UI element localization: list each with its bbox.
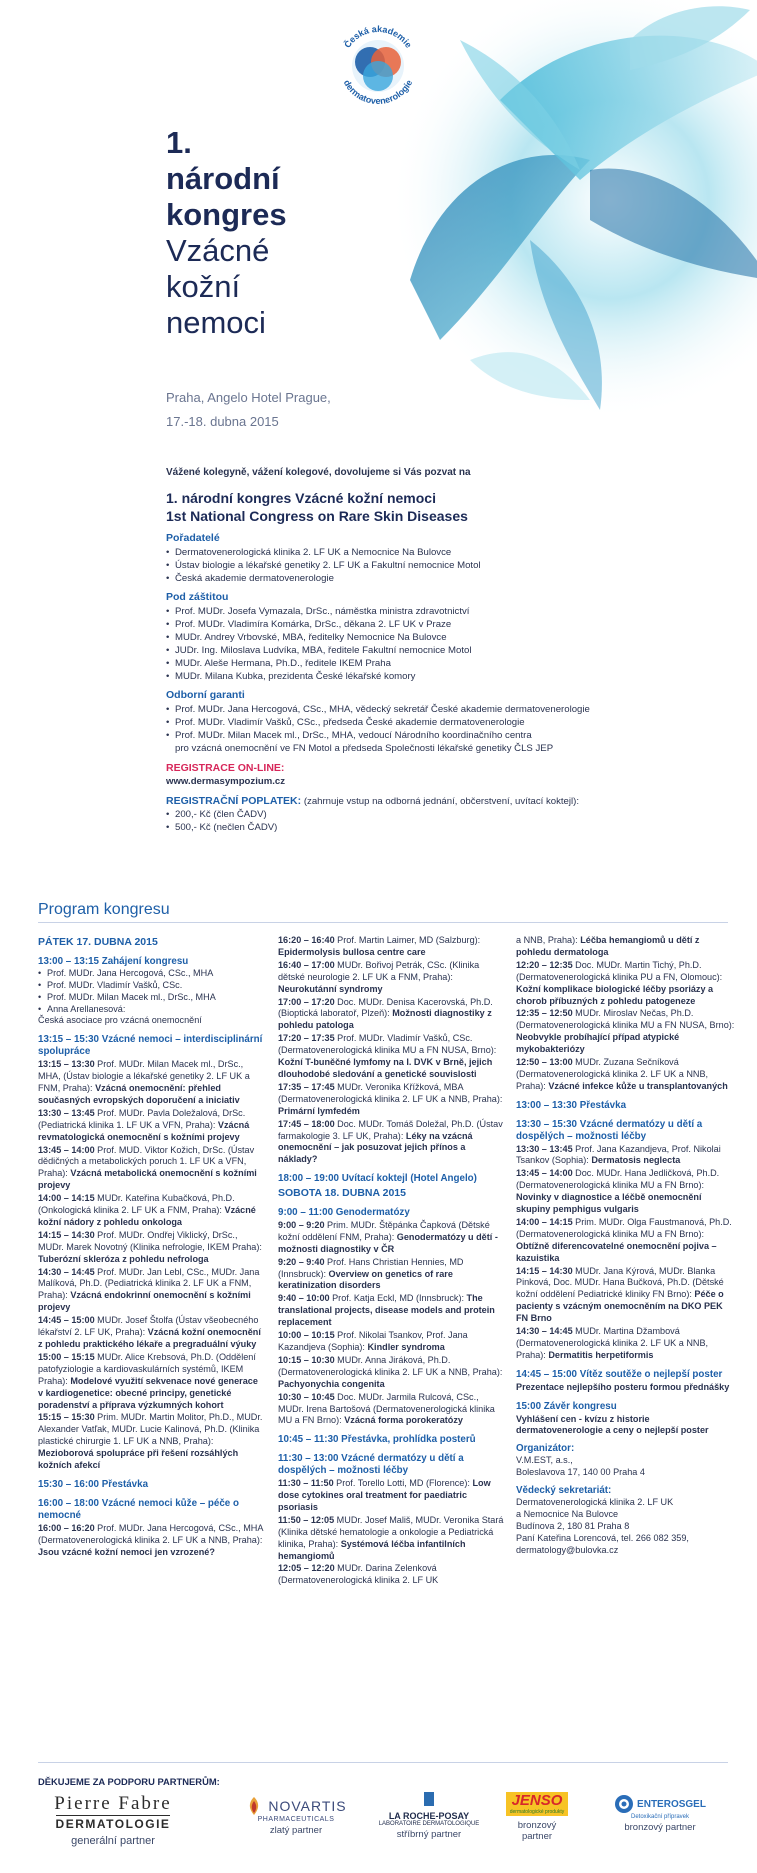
organizers-heading: Pořadatelé — [166, 532, 220, 544]
program-talk-title: Kindler syndroma — [367, 1342, 445, 1352]
program-talk-title: Neurokutánní syndromy — [278, 983, 383, 994]
program-time: 16:00 – 16:20 — [38, 1522, 95, 1533]
registration-label: REGISTRACE ON-LINE: — [166, 762, 285, 774]
program-time: 17:35 – 17:45 — [278, 1081, 335, 1092]
program-item — [278, 1355, 506, 1391]
partner-pierre-fabre — [38, 1790, 188, 1847]
program-item — [278, 1392, 506, 1428]
program-speaker: Prof. MUDr. Jana Hercogová, CSc., MHA (Dermatovenerologická klinika 2. LF UK a NNB, Praha): — [38, 1522, 263, 1545]
program-item — [278, 1033, 506, 1081]
program-time: 12:50 – 13:00 — [516, 1057, 573, 1068]
program-session-heading: 15:30 – 16:00 Přestávka — [38, 1478, 149, 1490]
list-item: • Dermatovenerologická klinika 2. LF UK a Nemocnice Na Bulovce — [166, 546, 726, 559]
program-item — [278, 1220, 506, 1256]
list-item: • Česká akademie dermatovenerologie — [166, 572, 726, 585]
program-speaker: Prim. MUDr. Olga Faustmanová, Ph.D. (Dermatovenerologická klinika MU a FN Brno): — [516, 1216, 732, 1239]
program-item — [38, 1108, 263, 1144]
program-speaker: MUDr. Darina Zelenková (Dermatovenerologická klinika 2. LF UK — [278, 1563, 439, 1586]
program-speaker: MUDr. Josef Mališ, MUDr. Veronika Stará (Klinika dětské hematologie a onkologie a Pediatrická klinika, Praha): — [278, 1514, 504, 1549]
program-column-3 — [516, 934, 736, 1557]
program-speaker: Prof. Katja Eckl, MD (Innsbruck): — [332, 1293, 465, 1304]
program-session-heading: 13:15 – 15:30 Vzácné nemoci – interdisciplinární spolupráce — [38, 1034, 263, 1058]
program-label: Organizátor: — [516, 1443, 575, 1455]
program-session-heading: 14:45 – 15:00 Vítěz soutěže o nejlepší poster — [516, 1368, 723, 1380]
program-talk-title: The translational projects, disease models and protein replacement — [278, 1293, 495, 1328]
program-day-heading: SOBOTA 18. DUBNA 2015 — [278, 1187, 406, 1200]
program-speaker: Prof. MUDr. Vladimír Vašků, CSc. (Dermatovenerologická klinika MU a FN NUSA, Brno): — [278, 1033, 497, 1056]
congress-name-en: 1st National Congress on Rare Skin Diseases — [166, 508, 468, 524]
svg-text:dermatovenerologie: dermatovenerologie — [341, 78, 415, 106]
program-talk-title: Neobvykle probíhající případ atypické mykobakteriózy — [516, 1032, 680, 1055]
program-speaker: Prim. MUDr. Štěpánka Čapková (Dětské kožní oddělení FNM, Praha): — [278, 1219, 490, 1242]
list-item: • Prof. MUDr. Milan Macek ml., DrSc., MHA, vedoucí Národního koordinačního centra — [166, 729, 726, 742]
title-number: 1. — [166, 125, 192, 160]
program-speaker: Prof. Jana Kazandjeva, Prof. Nikolai Tsankov (Sophia): — [516, 1143, 721, 1166]
program-talk-title: Kožní komplikace biologické léčby psoriázy a chorob příbuzných z pohledu patogeneze — [516, 983, 714, 1006]
program-speaker: Doc. MUDr. Jarmila Rulcová, CSc., MUDr. Irena Bartošová (Dermatovenerologická klinika MU a FN Brno): — [278, 1391, 495, 1426]
program-speaker: Prof. MUDr. Pavla Doležalová, DrSc. (Pediatrická klinika 1. LF UK a VFN, Praha): — [38, 1107, 246, 1130]
program-time: 9:40 – 10:00 — [278, 1293, 330, 1304]
program-speaker: MUDr. Bořivoj Petrák, CSc. (Klinika dětské neurologie 2. LF UK a FNM, Praha): — [278, 959, 480, 982]
program-item — [278, 935, 506, 959]
program-talk-title: Genodermatózy u dětí - možnosti diagnostiky v ČR — [278, 1231, 498, 1254]
partner-type: zlatý partner — [269, 1825, 323, 1836]
program-item — [38, 1193, 263, 1229]
program-talk-title: Pachyonychia congenita — [278, 1378, 385, 1389]
organizers-list — [166, 546, 726, 585]
program-item — [278, 1119, 506, 1167]
program-item — [38, 1267, 263, 1315]
program-time: 17:45 – 18:00 — [278, 1118, 335, 1129]
fee-note: (zahrnuje vstup na odborná jednání, občerstvení, uvítací koktejl): — [303, 796, 580, 807]
program-talk-title: Péče o pacienty s vzácným onemocněním na DKO PEK FN Brno — [516, 1289, 724, 1324]
program-speaker: Prim. MUDr. Martin Molitor, Ph.D., MUDr. Alexander Vatľak, MUDr. Lucie Kalinová, Ph.D. (Klinika plastické chirurgie 1. LF UK a NNB, Praha): — [38, 1412, 263, 1447]
program-item — [516, 1266, 736, 1326]
list-item: • JUDr. Ing. Miloslava Ludvíka, MBA, ředitele Fakultní nemocnice Motol — [166, 644, 726, 657]
hero-header — [0, 0, 757, 440]
program-text: Boleslavova 17, 140 00 Praha 4 — [516, 1467, 645, 1478]
guarantees-heading: Odborní garanti — [166, 689, 245, 701]
program-session-heading: 13:00 – 13:15 Zahájení kongresu — [38, 955, 189, 967]
program-talk-title: Vzácná kožní onemocnění z pohledu praktického lékaře a pregraduální výuky — [38, 1327, 261, 1349]
congress-title-block — [166, 125, 406, 341]
enterosgel-icon — [614, 1794, 634, 1814]
program-text: Prezentace nejlepšího posteru formou přednášky — [516, 1381, 730, 1392]
program-talk-title: Vzácná revmatologická onemocnění s kožními projevy — [38, 1119, 250, 1142]
list-item: • Prof. MUDr. Vladimír Vašků, CSc., předseda České akademie dermatovenerologie — [166, 716, 726, 729]
fee-line — [166, 795, 726, 808]
list-item: • Prof. MUDr. Vladimír Vašků, CSc. — [38, 980, 263, 992]
program-time: 12:20 – 12:35 — [516, 959, 573, 970]
program-speaker: Prof. Nikolai Tsankov, Prof. Jana Kazandjeva (Sophia): — [278, 1330, 468, 1352]
novartis-icon — [245, 1796, 263, 1816]
program-time: 16:20 – 16:40 — [278, 935, 335, 945]
program-time: 14:15 – 14:30 — [38, 1229, 95, 1240]
venue-location: Praha, Angelo Hotel Prague, — [166, 390, 331, 405]
program-talk-title: Low dose cytokines oral treatment for paediatric psoriasis — [278, 1478, 491, 1512]
program-text: dermatology@bulovka.cz — [516, 1544, 619, 1555]
partner-novartis — [236, 1790, 356, 1836]
guarantees-list — [166, 703, 726, 742]
program-session-heading: 10:45 – 11:30 Přestávka, prohlídka posterů — [278, 1434, 476, 1446]
program-talk-title: Novinky v diagnostice a léčbě onemocnění skupiny pemphigus vulgaris — [516, 1192, 702, 1215]
congress-name — [166, 489, 726, 525]
program-speaker: MUDr. Anna Jiráková, Ph.D. (Dermatovenerologická klinika 2. LF UK a NNB, Praha): — [278, 1354, 503, 1377]
invitation-text: Vážené kolegyně, vážení kolegové, dovolujeme si Vás pozvat na — [166, 467, 471, 478]
program-session-heading: 9:00 – 11:00 Genodermatózy — [278, 1207, 410, 1219]
partner-enterosgel — [604, 1790, 716, 1833]
program-time: 14:45 – 15:00 — [38, 1315, 95, 1326]
program-item — [38, 1523, 263, 1559]
program-time: 17:20 – 17:35 — [278, 1033, 335, 1044]
program-time: 13:45 – 14:00 — [516, 1168, 573, 1179]
program-text: V.M.EST, a.s., — [516, 1455, 573, 1466]
program-speaker: Prof. MUD. Viktor Kožich, DrSc. (Ústav dědičných a metabolických poruch 1. LF UK a VFN, Praha): — [38, 1144, 255, 1179]
partner-logo-text: LA ROCHE-POSAY — [388, 1811, 470, 1821]
program-item — [516, 1008, 736, 1056]
program-time: 13:30 – 13:45 — [516, 1143, 573, 1154]
program-talk-title: Systémová léčba infantilních hemangiomů — [278, 1538, 466, 1561]
program-speaker: Prof. Hans Christian Hennies, MD (Innsbruck): — [278, 1256, 464, 1279]
program-item — [278, 1330, 506, 1354]
program-time: 14:00 – 14:15 — [516, 1216, 573, 1227]
program-speaker: MUDr. Miroslav Nečas, Ph.D. (Dermatovenerologická klinika MU a FN NUSA, Brno): — [516, 1008, 735, 1031]
partner-logo-subtext: PHARMACEUTICALS — [257, 1816, 335, 1823]
program-item — [38, 1412, 263, 1472]
partner-la-roche-posay — [374, 1790, 484, 1840]
list-item: • Ústav biologie a lékařské genetiky 2. LF UK a Fakultní nemocnice Motol — [166, 559, 726, 572]
partner-type: bronzový partner — [624, 1822, 696, 1833]
program-item — [516, 1168, 736, 1216]
registration-link[interactable]: www.dermasympozium.cz — [166, 776, 286, 787]
list-item: • 500,- Kč (nečlen ČADV) — [166, 821, 726, 834]
program-speaker: MUDr. Alice Krebsová, Ph.D. (Oddělení patofyziologie a kardiovaskulárních systémů, IKEM Praha): — [38, 1351, 256, 1386]
program-speaker: Doc. MUDr. Tomáš Doležal, Ph.D. (Ústav farmakologie 3. LF UK, Praha): — [278, 1118, 503, 1141]
program-talk-title: Kožní T-buněčné lymfomy na I. DVK v Brně, jejich dlouhodobé sledování a genetické souvislosti — [278, 1057, 493, 1079]
list-item: • Prof. MUDr. Jana Hercogová, CSc., MHA, vědecký sekretář České akademie dermatovenerologie — [166, 703, 726, 716]
fee-list — [166, 808, 726, 834]
program-talk-title: Tuberózní skleróza z pohledu nefrologa — [38, 1253, 209, 1264]
list-item: • Anna Arellanesová: — [38, 1004, 263, 1016]
list-item: • Prof. MUDr. Vladimíra Komárka, DrSc., děkana 2. LF UK v Praze — [166, 618, 726, 631]
program-talk-title: Vzácné kožní nádory z pohledu onkologa — [38, 1205, 256, 1227]
program-item — [278, 1257, 506, 1293]
partner-jenso — [502, 1790, 572, 1842]
partner-type: bronzový partner — [517, 1820, 557, 1842]
program-talk-title: Možnosti diagnostiky z pohledu patologa — [278, 1008, 492, 1031]
program-label: Vědecký sekretariát: — [516, 1485, 612, 1497]
program-speaker: Doc. MUDr. Martin Tichý, Ph.D. (Dermatovenerologická klinika PU a FN, Olomouc): — [516, 959, 723, 982]
partner-logo-subtext: Detoxikační přípravek — [630, 1814, 690, 1820]
program-speaker: Prof. MUDr. Ondřej Viklický, DrSc., MUDr. Marek Novotný (Klinika nefrologie, IKEM Praha): — [38, 1229, 262, 1252]
program-time: 13:15 – 13:30 — [38, 1059, 95, 1070]
program-day-heading: PÁTEK 17. DUBNA 2015 — [38, 936, 158, 948]
partner-logo-text: NOVARTIS — [268, 1798, 347, 1814]
program-talk-title: Modelové využití sekvenace nové generace v kardiogenetice: obecné principy, genetické poradenství a příprava výzkumných kohort — [38, 1375, 258, 1410]
program-text: a Nemocnice Na Bulovce — [516, 1508, 619, 1519]
program-item — [516, 1057, 736, 1093]
partner-type: stříbrný partner — [396, 1829, 462, 1840]
program-time: 9:20 – 9:40 — [278, 1256, 325, 1267]
program-speaker: Prof. Martin Laimer, MD (Salzburg): — [337, 935, 481, 945]
program-time: 13:45 – 14:00 — [38, 1144, 95, 1155]
program-time: 11:30 – 11:50 — [278, 1478, 334, 1489]
fee-label: REGISTRAČNÍ POPLATEK: — [166, 795, 302, 807]
program-time: 12:05 – 12:20 — [278, 1563, 335, 1574]
program-item — [38, 1352, 263, 1412]
program-time: 9:00 – 9:20 — [278, 1219, 325, 1230]
program-time: 14:15 – 14:30 — [516, 1265, 573, 1276]
partner-logo-text: ENTEROSGEL — [637, 1798, 706, 1810]
title-kongres: kongres — [166, 197, 287, 232]
program-time: 12:35 – 12:50 — [516, 1008, 573, 1019]
program-time: 10:30 – 10:45 — [278, 1391, 335, 1402]
program-item — [38, 1059, 263, 1107]
congress-name-cz: 1. národní kongres Vzácné kožní nemoci — [166, 490, 436, 506]
program-item — [278, 1293, 506, 1329]
program-speaker: MUDr. Martina Džambová (Dermatovenerologická klinika 2. LF UK a NNB, Praha): — [516, 1326, 709, 1360]
program-talk-title: Mezioborová spolupráce při řešení rozsáhlých kožních afekcí — [38, 1448, 239, 1471]
program-item — [278, 960, 506, 996]
program-item — [516, 1326, 736, 1362]
list-item: • MUDr. Andrey Vrbovské, MBA, ředitelky Nemocnice Na Bulovce — [166, 631, 726, 644]
program-talk-title: Dermatosis neglecta — [591, 1155, 681, 1166]
program-speaker: Doc. MUDr. Denisa Kacerovská, Ph.D. (Bioptická laboratoř, Plzeň): — [278, 996, 493, 1019]
partner-logo-subtext: dermatologické produkty — [509, 1809, 565, 1815]
program-speaker: Prof. MUDr. Milan Macek ml., DrSc., MHA, (Ústav biologie a lékařské genetiky 2. LF UK a FNM, Praha): — [38, 1059, 250, 1093]
intro-section — [166, 466, 726, 834]
title-vzacne: Vzácné — [166, 233, 270, 268]
program-heading: Program kongresu — [38, 901, 170, 918]
title-kozni: kožní — [166, 269, 241, 304]
program-item — [516, 1144, 736, 1168]
divider — [38, 1762, 728, 1763]
partner-logo-subtext: LABORATOIRE DERMATOLOGIQUE — [378, 1821, 480, 1827]
program-time: 13:30 – 13:45 — [38, 1107, 95, 1118]
program-item — [278, 1082, 506, 1118]
program-text: Paní Kateřina Lorencová, tel. 266 082 359, — [516, 1532, 689, 1543]
patronage-heading: Pod záštitou — [166, 591, 229, 603]
program-time: 11:50 – 12:05 — [278, 1514, 335, 1525]
program-item — [278, 1563, 506, 1587]
program-talk-title: Dermatitis herpetiformis — [548, 1349, 654, 1360]
program-speaker: MUDr. Kateřina Kubačková, Ph.D. (Onkologická klinika 2. LF UK a FNM, Praha): — [38, 1193, 235, 1216]
program-speaker: a NNB, Praha): — [516, 935, 578, 945]
list-item: • Prof. MUDr. Jana Hercogová, CSc., MHA — [38, 968, 263, 980]
program-talk-title: Léčba hemangiomů u dětí z pohledu dermatologa — [516, 935, 700, 957]
program-speaker: Prof. MUDr. Jan Lebl, CSc., MUDr. Jana Malíková, Ph.D. (Pediatrická klinika 2. LF UK a FNM, Praha): — [38, 1266, 260, 1301]
program-item — [278, 997, 506, 1033]
venue-dates: 17.-18. dubna 2015 — [166, 414, 279, 429]
title-nemoci: nemoci — [166, 305, 266, 340]
partners-heading: DĚKUJEME ZA PODPORU PARTNERŮM: — [38, 1776, 220, 1787]
list-item: • MUDr. Aleše Hermana, Ph.D., ředitele IKEM Praha — [166, 657, 726, 670]
program-speaker: MUDr. Zuzana Sečníková (Dermatovenerologická klinika 2. LF UK a NNB, Praha): — [516, 1057, 709, 1091]
program-column-1 — [38, 934, 263, 1558]
title-narodni: národní — [166, 161, 280, 196]
list-item: • 200,- Kč (člen ČADV) — [166, 808, 726, 821]
program-talk-title: Vzácná endokrinní onemocnění s kožními projevy — [38, 1290, 251, 1313]
partner-logo-subtext: DERMATOLOGIE — [55, 1817, 171, 1831]
la-roche-posay-icon — [420, 1792, 438, 1806]
program-item — [278, 1515, 506, 1563]
decorative-butterfly-art — [380, 0, 757, 440]
program-talk-title: Léky na vzácná onemocnění – jak posuzovat jejich přínos a náklady? — [278, 1130, 473, 1165]
program-talk-title: Vzácné infekce kůže u transplantovaných — [548, 1080, 728, 1091]
program-item — [38, 1230, 263, 1266]
program-session-heading: 13:00 – 13:30 Přestávka — [516, 1099, 627, 1111]
program-time: 14:30 – 14:45 — [38, 1266, 95, 1277]
program-item — [38, 1145, 263, 1193]
program-talk-title: Jsou vzácné kožní nemoci jen vzrozené? — [38, 1546, 215, 1557]
program-text: Dermatovenerologická klinika 2. LF UK — [516, 1496, 674, 1507]
program-time: 10:00 – 10:15 — [278, 1330, 335, 1341]
program-session-heading: 16:00 – 18:00 Vzácné nemoci kůže – péče o nemocné — [38, 1497, 239, 1521]
program-talk-title: Overview on genetics of rare keratinization disorders — [278, 1268, 453, 1291]
program-speaker: MUDr. Veronika Křížková, MBA (Dermatovenerologická klinika 2. LF UK a NNB, Praha): — [278, 1081, 503, 1104]
list-item: • MUDr. Milana Kubka, prezidenta České lékařské komory — [166, 670, 726, 683]
program-text: Budínova 2, 180 81 Praha 8 — [516, 1520, 630, 1531]
program-time: 10:15 – 10:30 — [278, 1354, 335, 1365]
patronage-list — [166, 605, 726, 683]
svg-text:Česká akademie: Česká akademie — [342, 23, 414, 50]
program-item — [516, 1217, 736, 1265]
program-talk-title: Epidermolysis bullosa centre care — [278, 946, 426, 957]
program-time: 16:40 – 17:00 — [278, 959, 335, 970]
program-talk-title: Primární lymfedém — [278, 1105, 360, 1116]
list-item: • Prof. MUDr. Milan Macek ml., DrSc., MHA — [38, 992, 263, 1004]
program-speaker: MUDr. Jana Kýrová, MUDr. Blanka Pinková, Doc. MUDr. Hana Bučková, Ph.D. (Dětské kožní oddělení Pediatrické kliniky FN Brno): — [516, 1265, 724, 1300]
program-session-heading: 11:30 – 13:00 Vzácné dermatózy u dětí a dospělých – možnosti léčby — [278, 1453, 464, 1477]
program-speaker: Doc. MUDr. Hana Jedličková, Ph.D. (Dermatovenerologická klinika MU a FN Brno): — [516, 1168, 720, 1191]
program-item — [516, 960, 736, 1008]
program-speaker: MUDr. Josef Štolfa (Ústav všeobecného lékařství 2. LF UK, Praha): — [38, 1315, 259, 1338]
program-column-2 — [278, 934, 506, 1587]
partner-logo-text: Pierre Fabre — [54, 1793, 172, 1814]
program-session-heading: 18:00 – 19:00 Uvítací koktejl (Hotel Angelo) — [278, 1173, 477, 1185]
ceska-akademie-logo — [330, 18, 426, 114]
program-talk-title: Vzácná forma porokeratózy — [344, 1415, 463, 1426]
program-text: Vyhlášení cen - kvízu z historie dermatovenerologie a ceny o nejlepší poster — [516, 1413, 709, 1436]
program-item — [516, 935, 736, 959]
program-time: 17:00 – 17:20 — [278, 996, 335, 1007]
program-time: 15:00 – 15:15 — [38, 1351, 95, 1362]
partner-logo-text: JENSO — [511, 1792, 563, 1809]
program-text: Česká asociace pro vzácná onemocnění — [38, 1015, 202, 1026]
list-item: • Prof. MUDr. Josefa Vymazala, DrSc., náměstka ministra zdravotnictví — [166, 605, 726, 618]
program-talk-title: Vzácná metabolická onemocnění s kožními projevy — [38, 1168, 257, 1191]
program-time: 14:00 – 14:15 — [38, 1193, 95, 1204]
program-session-heading: 13:30 – 15:30 Vzácné dermatózy u dětí a dospělých – možnosti léčby — [516, 1118, 703, 1142]
program-speaker: Prof. Torello Lotti, MD (Florence): — [336, 1478, 470, 1489]
program-item — [278, 1478, 506, 1514]
guarantees-continuation: pro vzácná onemocnění ve FN Motol a předseda Společnosti lékařské genetiky ČLS JEP — [175, 743, 554, 754]
program-time: 14:30 – 14:45 — [516, 1326, 573, 1337]
program-time: 15:15 – 15:30 — [38, 1412, 95, 1423]
partner-type: generální partner — [71, 1835, 155, 1847]
program-talk-title: Vzácná onemocnění: přehled současných evropských doporučení a iniciativ — [38, 1082, 240, 1105]
program-talk-title: Obtížně diferencovatelné onemocnění pojiva – kazuistika — [516, 1240, 717, 1263]
divider — [38, 922, 728, 923]
program-session-heading: 15:00 Závěr kongresu — [516, 1400, 617, 1412]
venue-info — [166, 386, 331, 434]
program-item — [38, 1315, 263, 1351]
